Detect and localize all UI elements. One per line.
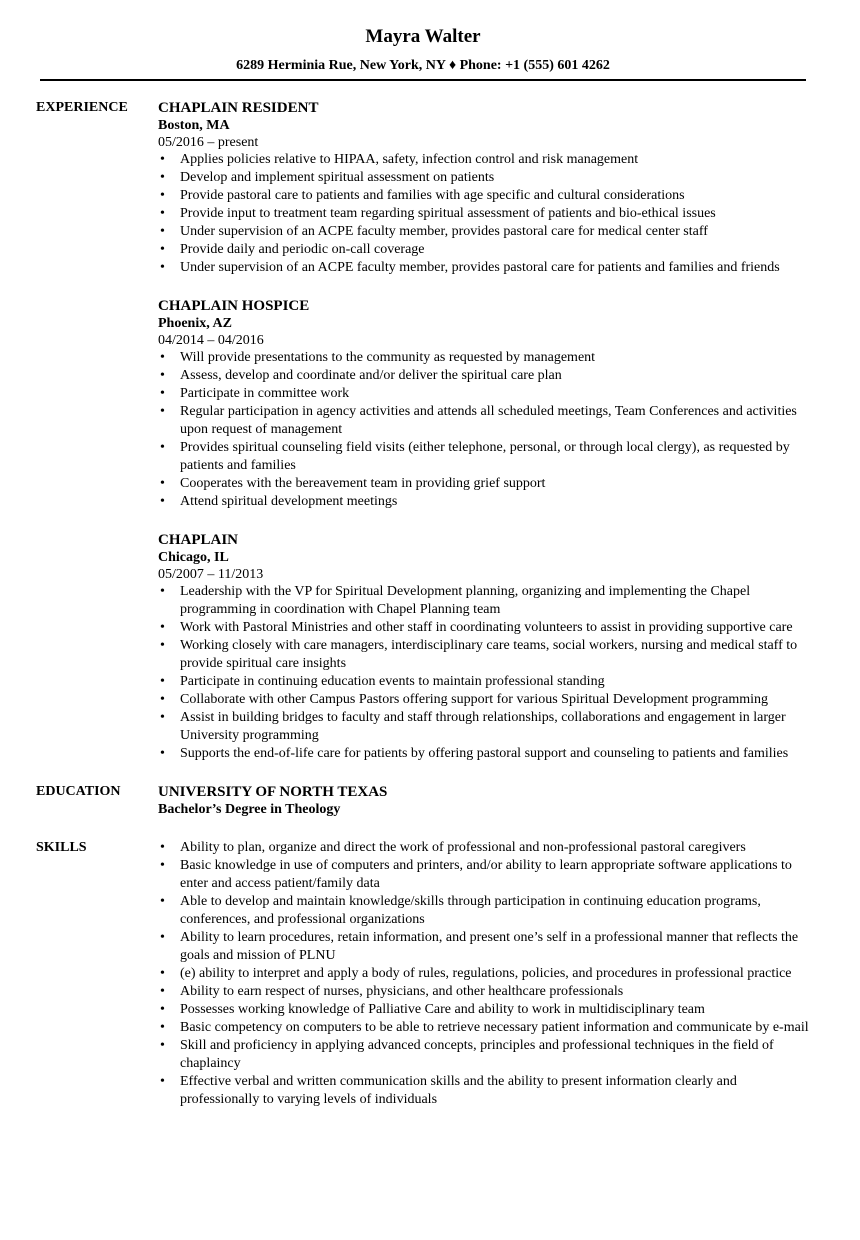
bullet-item: • Under supervision of an ACPE faculty member, provides pastoral care for patients and families and friends — [158, 259, 810, 277]
job-title: CHAPLAIN RESIDENT — [158, 100, 319, 116]
job-location: Phoenix, AZ — [158, 316, 232, 331]
bullet-item: • Attend spiritual development meetings — [158, 493, 810, 511]
bullet-item: • Under supervision of an ACPE faculty member, provides pastoral care for medical center staff — [158, 223, 810, 241]
skills-section — [36, 839, 810, 1109]
skill-item: • Basic knowledge in use of computers and printers, and/or ability to learn appropriate software applications to enter and access patient/family data — [158, 857, 810, 893]
resume-header — [36, 0, 810, 81]
skill-item: • Ability to plan, organize and direct the work of professional and non-professional pastoral caregivers — [158, 839, 810, 857]
job-entry — [158, 99, 810, 277]
job-bullets — [158, 583, 810, 763]
degree: Bachelor’s Degree in Theology — [158, 802, 341, 817]
bullet-item: • Develop and implement spiritual assessment on patients — [158, 169, 810, 187]
skill-item: • Ability to learn procedures, retain information, and present one’s self in a professional manner that reflects the goals and mission of PLNU — [158, 929, 810, 965]
job-title: CHAPLAIN — [158, 532, 239, 548]
job-entry — [158, 297, 810, 511]
bullet-item: • Assist in building bridges to faculty and staff through relationships, collaborations and engagement in larger University programming — [158, 709, 810, 745]
header-divider — [40, 79, 806, 81]
skill-item: • (e) ability to interpret and apply a body of rules, regulations, policies, and procedures in professional practice — [158, 965, 810, 983]
bullet-item: • Will provide presentations to the community as requested by management — [158, 349, 810, 367]
job-dates: 05/2007 – 11/2013 — [158, 567, 264, 582]
job-bullets — [158, 349, 810, 511]
bullet-item: • Cooperates with the bereavement team in providing grief support — [158, 475, 810, 493]
skill-item: • Skill and proficiency in applying advanced concepts, principles and professional techniques in the field of chaplaincy — [158, 1037, 810, 1073]
job-dates: 04/2014 – 04/2016 — [158, 333, 264, 348]
job-title: CHAPLAIN HOSPICE — [158, 298, 310, 314]
bullet-item: • Assess, develop and coordinate and/or deliver the spiritual care plan — [158, 367, 810, 385]
skills-list — [158, 839, 810, 1109]
experience-list — [158, 99, 810, 763]
section-label-experience: EXPERIENCE — [36, 100, 128, 115]
bullet-item: • Provide daily and periodic on-call coverage — [158, 241, 810, 259]
bullet-item: • Provides spiritual counseling field visits (either telephone, personal, or through local clergy), as requested by patients and families — [158, 439, 810, 475]
contact-line: 6289 Herminia Rue, New York, NY ♦ Phone: +1 (555) 601 4262 — [236, 58, 610, 73]
skill-item: • Effective verbal and written communication skills and the ability to present information clearly and professionally to varying levels of individuals — [158, 1073, 810, 1109]
bullet-item: • Applies policies relative to HIPAA, safety, infection control and risk management — [158, 151, 810, 169]
bullet-item: • Collaborate with other Campus Pastors offering support for various Spiritual Development programming — [158, 691, 810, 709]
bullet-item: • Provide input to treatment team regarding spiritual assessment of patients and bio-ethical issues — [158, 205, 810, 223]
bullet-item: • Provide pastoral care to patients and families with age specific and cultural considerations — [158, 187, 810, 205]
bullet-item: • Work with Pastoral Ministries and other staff in coordinating volunteers to assist in providing supportive care — [158, 619, 810, 637]
job-entry — [158, 531, 810, 763]
candidate-name: Mayra Walter — [365, 26, 481, 47]
skill-item: • Possesses working knowledge of Palliative Care and ability to work in multidisciplinary team — [158, 1001, 810, 1019]
bullet-item: • Working closely with care managers, interdisciplinary care teams, social workers, nursing and medical staff to provide spiritual care insights — [158, 637, 810, 673]
school-name: UNIVERSITY OF NORTH TEXAS — [158, 784, 388, 800]
job-bullets — [158, 151, 810, 277]
job-dates: 05/2016 – present — [158, 135, 259, 150]
education-section — [36, 783, 810, 819]
skill-item: • Ability to earn respect of nurses, physicians, and other healthcare professionals — [158, 983, 810, 1001]
skill-item: • Able to develop and maintain knowledge/skills through participation in continuing education programs, conferences, and professional organizations — [158, 893, 810, 929]
bullet-item: • Participate in committee work — [158, 385, 810, 403]
job-location: Boston, MA — [158, 118, 230, 133]
bullet-item: • Supports the end-of-life care for patients by offering pastoral support and counseling to patients and families — [158, 745, 810, 763]
bullet-item: • Regular participation in agency activities and attends all scheduled meetings, Team Conferences and activities upon request of management — [158, 403, 810, 439]
skill-item: • Basic competency on computers to be able to retrieve necessary patient information and communicate by e-mail — [158, 1019, 810, 1037]
bullet-item: • Participate in continuing education events to maintain professional standing — [158, 673, 810, 691]
bullet-item: • Leadership with the VP for Spiritual Development planning, organizing and implementing the Chapel programming in coordination with Chapel Planning team — [158, 583, 810, 619]
job-location: Chicago, IL — [158, 550, 229, 565]
section-label-education: EDUCATION — [36, 784, 121, 799]
experience-section — [36, 99, 810, 763]
section-label-skills: SKILLS — [36, 840, 87, 855]
